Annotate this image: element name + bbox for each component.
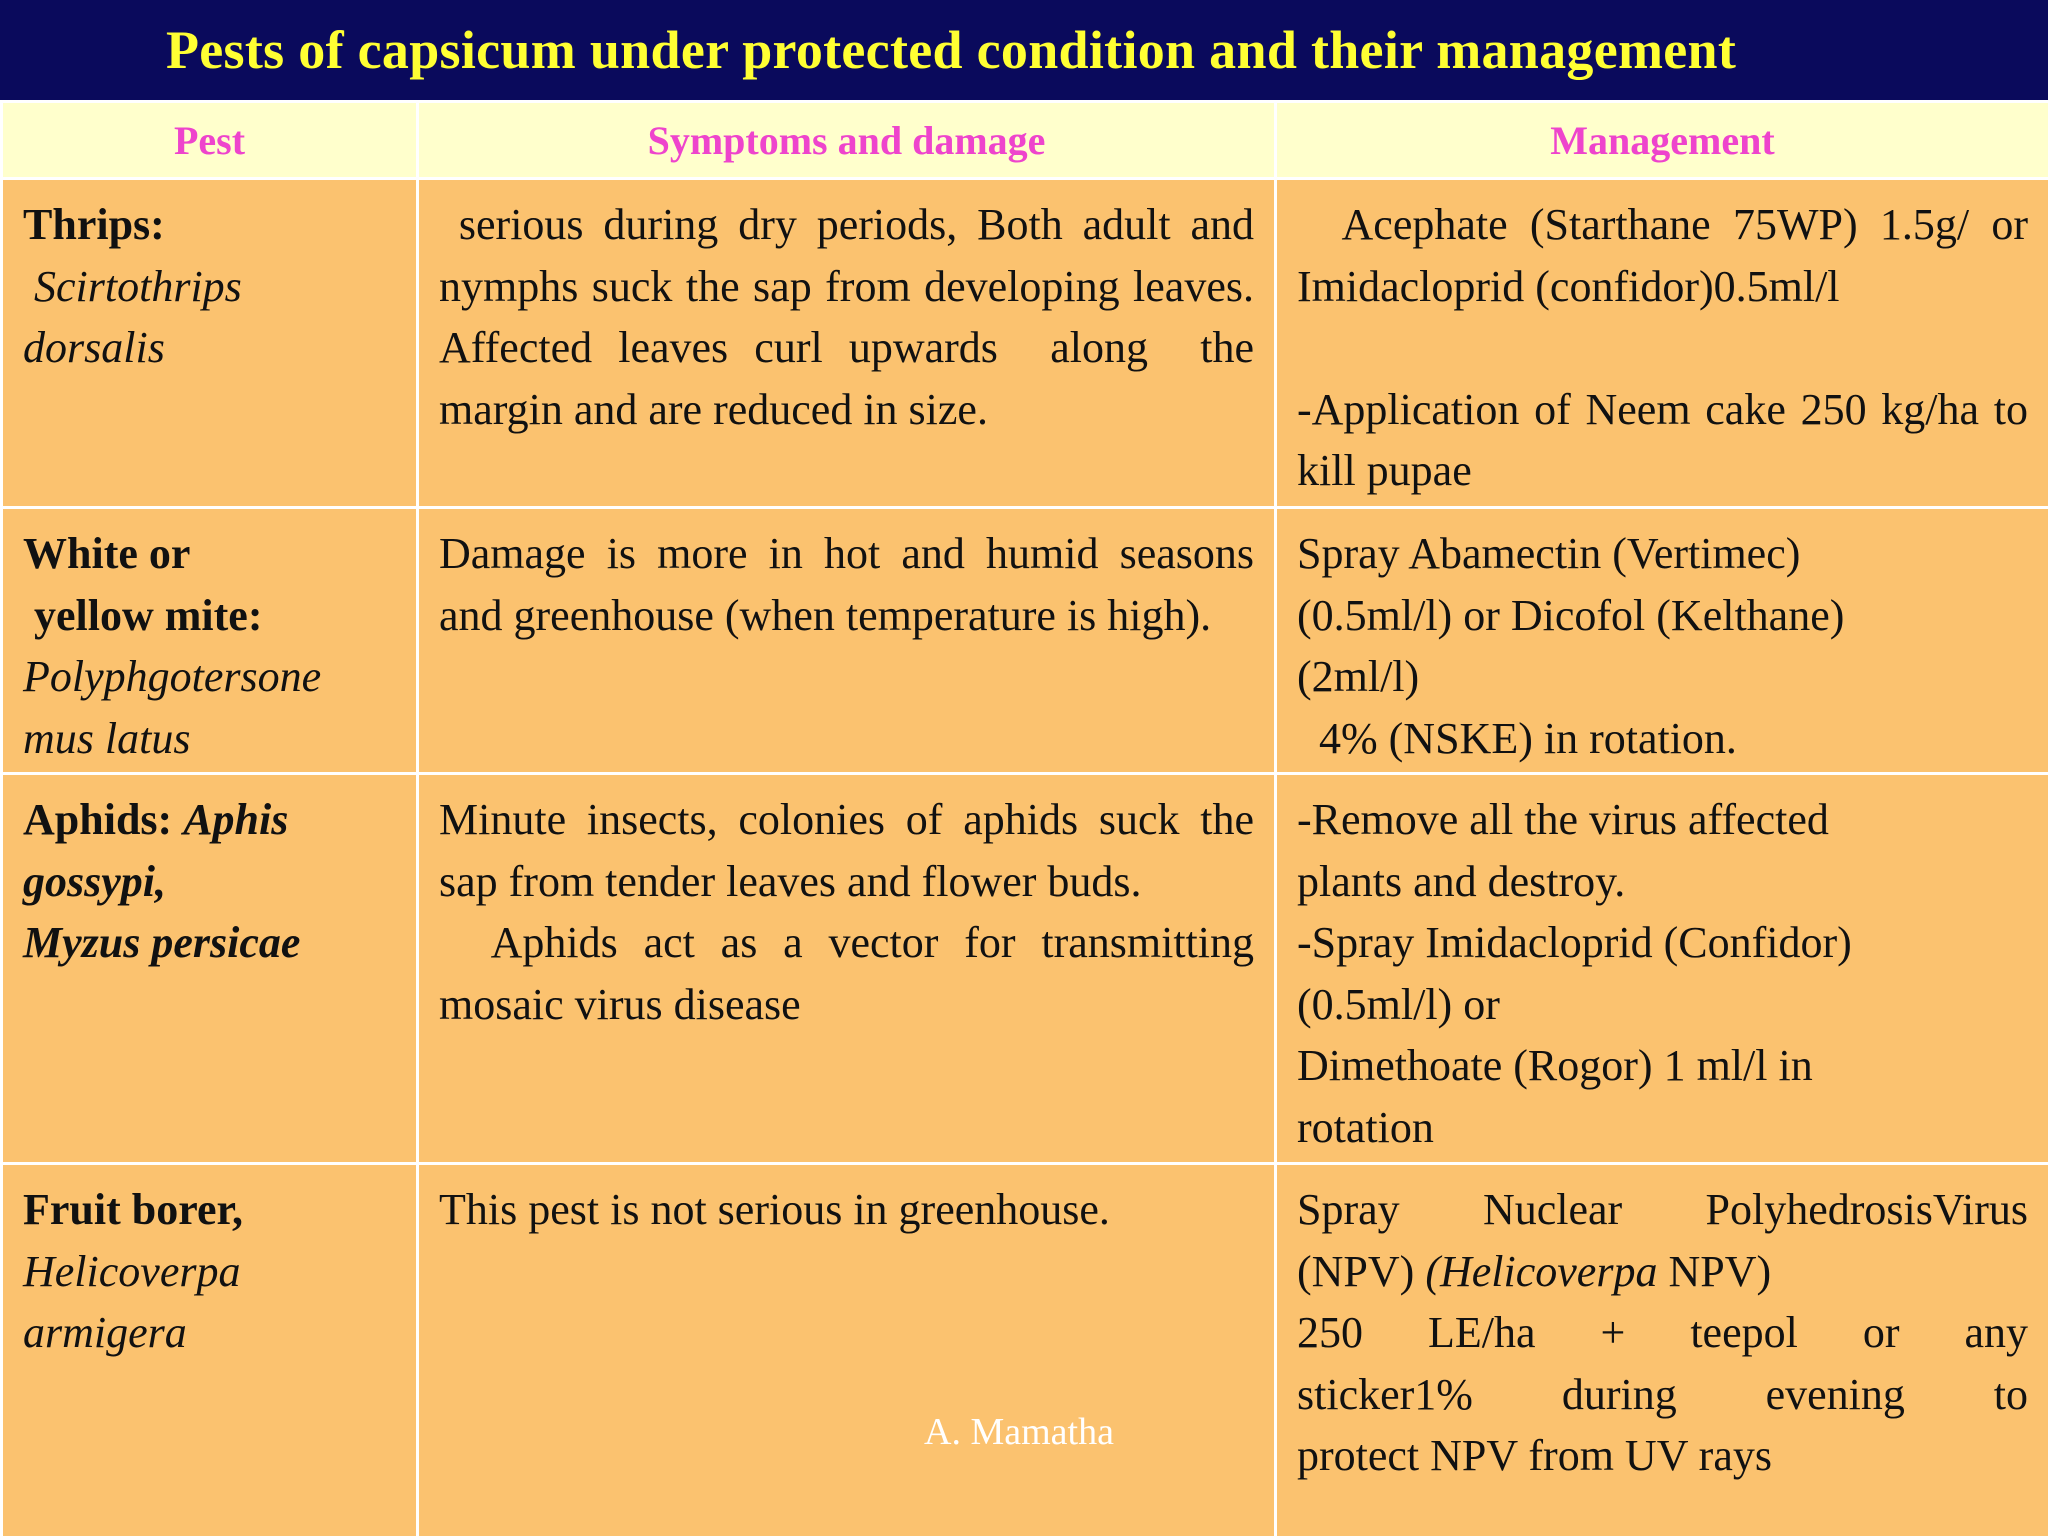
header-symptoms: Symptoms and damage — [418, 102, 1276, 179]
table-row-thrips — [2, 179, 2048, 508]
symptoms-text: Aphids act as a vector for transmitting mosaic virus disease — [439, 912, 1254, 1035]
pest-scientific-name: gossypi, — [23, 851, 396, 913]
pest-name: Thrips: — [23, 194, 396, 256]
management-text: 4% (NSKE) in rotation. — [1297, 708, 2028, 770]
pest-scientific-name: Scirtothrips — [23, 256, 396, 318]
management-text: NPV) — [1657, 1247, 1771, 1296]
management-text: -Remove all the virus affected — [1297, 789, 2028, 851]
pest-scientific-name: Helicoverpa — [23, 1241, 396, 1303]
symptoms-cell: This pest is not serious in greenhouse. — [418, 1164, 1276, 1538]
author-credit: A. Mamatha — [924, 1410, 1114, 1454]
pest-name: Fruit borer, — [23, 1179, 396, 1241]
management-cell — [1276, 508, 2048, 774]
management-text: (0.5ml/l) or Dicofol (Kelthane) — [1297, 585, 2028, 647]
management-text: -Application of Neem cake 250 kg/ha to kill pupae — [1297, 379, 2028, 502]
pest-cell — [2, 179, 418, 508]
management-text: rotation — [1297, 1097, 2028, 1159]
symptoms-cell: serious during dry periods, Both adult and nymphs suck the sap from developing leaves. Affected leaves curl upwards along the margin and are reduced in size. — [418, 179, 1276, 508]
management-text: (NPV) — [1297, 1247, 1425, 1296]
management-cell — [1276, 179, 2048, 508]
management-cell — [1276, 1164, 2048, 1538]
slide-title: Pests of capsicum under protected condition and their management — [166, 19, 1736, 81]
management-cell — [1276, 774, 2048, 1164]
symptoms-cell — [418, 774, 1276, 1164]
table-row-aphids — [2, 774, 2048, 1164]
table-header-row — [2, 102, 2048, 179]
management-text: protect NPV from UV rays — [1297, 1425, 2028, 1487]
pest-scientific-name: Aphis — [183, 795, 288, 844]
pest-scientific-name: armigera — [23, 1302, 396, 1364]
management-text: Spray Abamectin (Vertimec) — [1297, 523, 2028, 585]
pest-name: yellow mite: — [23, 585, 396, 647]
management-text: Spray Nuclear PolyhedrosisVirus — [1297, 1179, 2028, 1241]
pest-name: Aphids: — [23, 795, 183, 844]
pest-scientific-name: dorsalis — [23, 317, 396, 379]
table-row-mite — [2, 508, 2048, 774]
pest-cell — [2, 1164, 418, 1538]
pest-scientific-name: Myzus persicae — [23, 912, 396, 974]
management-text: Dimethoate (Rogor) 1 ml/l in — [1297, 1035, 2028, 1097]
pest-scientific-name: mus latus — [23, 708, 396, 770]
pest-name: White or — [23, 523, 396, 585]
spacer — [1297, 317, 2028, 379]
management-text: Acephate (Starthane 75WP) 1.5g/ or Imidacloprid (confidor)0.5ml/l — [1297, 194, 2028, 317]
management-text: (0.5ml/l) or — [1297, 974, 2028, 1036]
management-text: sticker1% during evening to — [1297, 1364, 2028, 1426]
management-text: (Helicoverpa — [1425, 1247, 1657, 1296]
table-row-fruit-borer — [2, 1164, 2048, 1538]
title-bar — [0, 0, 2048, 100]
header-management: Management — [1276, 102, 2048, 179]
management-text: (2ml/l) — [1297, 646, 2028, 708]
management-text: plants and destroy. — [1297, 851, 2028, 913]
header-pest: Pest — [2, 102, 418, 179]
symptoms-cell: Damage is more in hot and humid seasons and greenhouse (when temperature is high). — [418, 508, 1276, 774]
pest-cell — [2, 774, 418, 1164]
pest-table — [0, 100, 2048, 1539]
management-text: -Spray Imidacloprid (Confidor) — [1297, 912, 2028, 974]
management-text: 250 LE/ha + teepol or any — [1297, 1302, 2028, 1364]
symptoms-text: Minute insects, colonies of aphids suck the sap from tender leaves and flower buds. — [439, 789, 1254, 912]
pest-cell — [2, 508, 418, 774]
pest-scientific-name: Polyphgotersone — [23, 646, 396, 708]
